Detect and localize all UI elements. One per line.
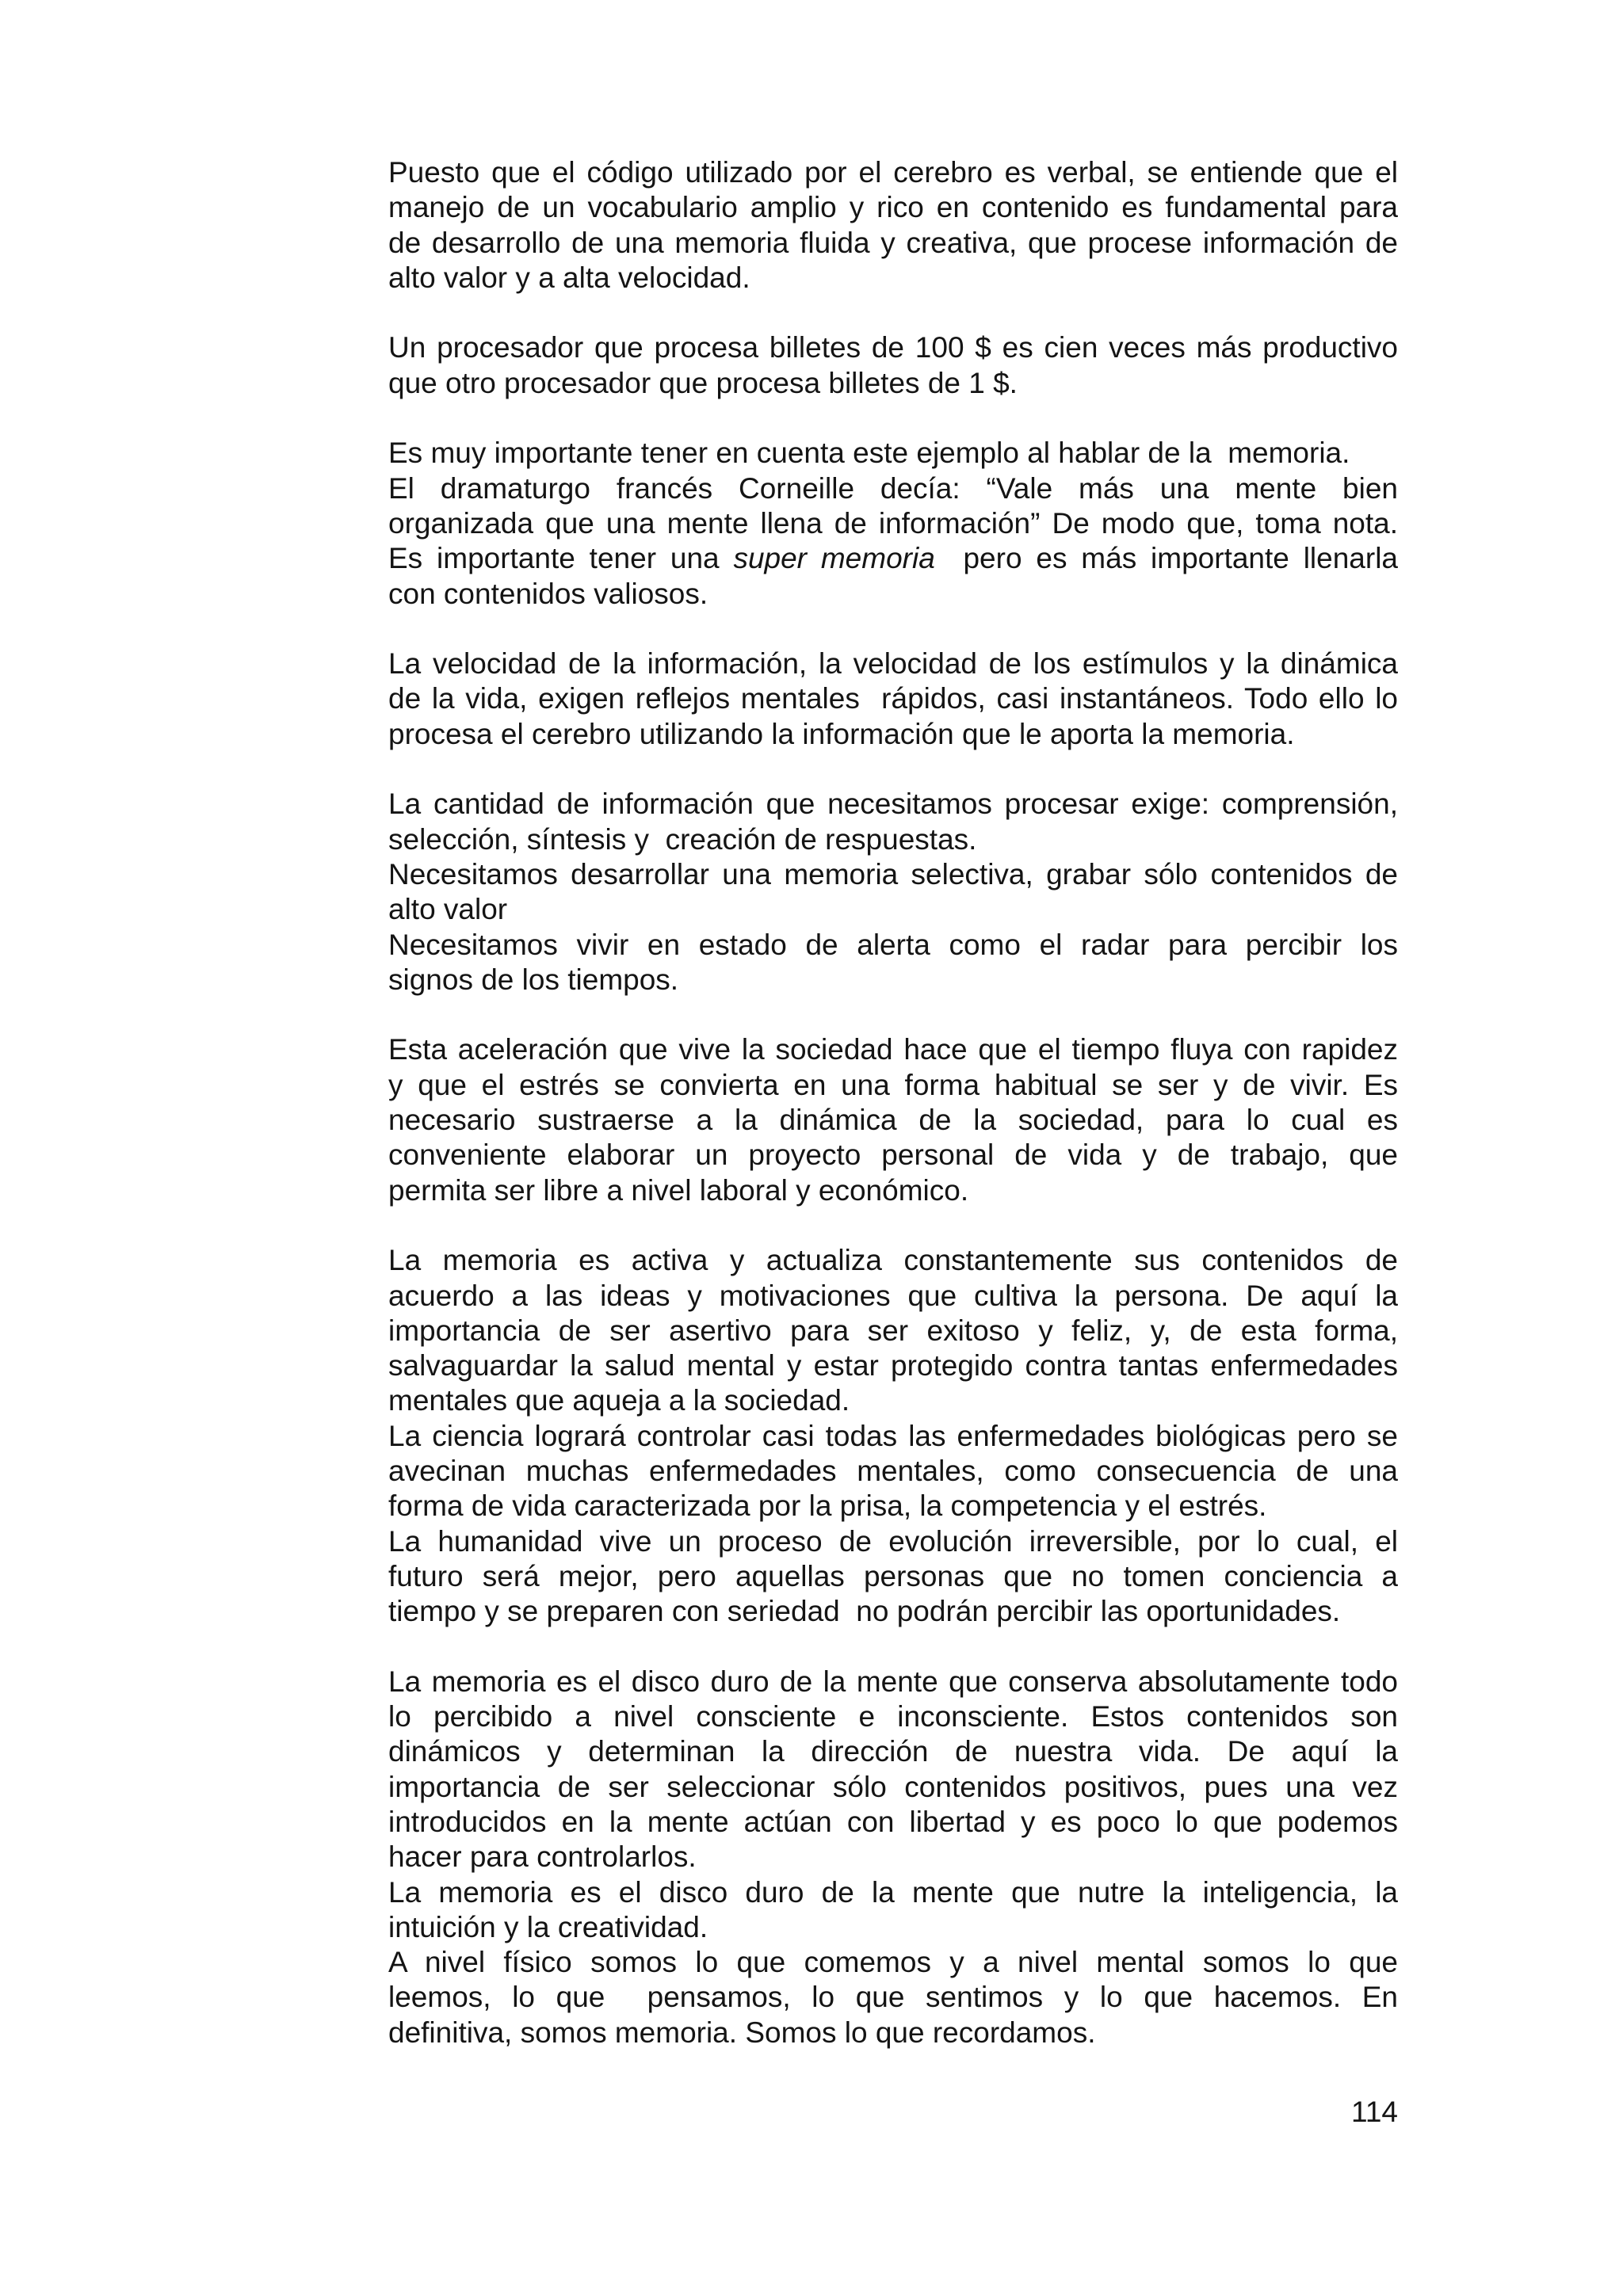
text-line: El dramaturgo francés Corneille decía: “Vale más una mente bien — [388, 471, 1398, 505]
text-line: La velocidad de la información, la velocidad de los estímulos y la dinámica — [388, 647, 1398, 681]
text-line: introducidos en la mente actúan con libertad y es poco lo que podemos — [388, 1805, 1398, 1838]
text-line: manejo de un vocabulario amplio y rico en contenido es fundamental para — [388, 191, 1398, 224]
text-line: Es muy importante tener en cuenta este ejemplo al hablar de la memoria. — [388, 437, 1350, 470]
paragraph — [388, 155, 1398, 296]
text-line: de desarrollo de una memoria fluida y creativa, que procese información de — [388, 226, 1398, 259]
paragraph — [388, 646, 1398, 752]
paragraph — [388, 1665, 1398, 2050]
text-line: leemos, lo que pensamos, lo que sentimos y lo que hacemos. En — [388, 1981, 1398, 2014]
text-line: intuición y la creatividad. — [388, 1910, 708, 1943]
text-line: conveniente elaborar un proyecto personal de vida y de trabajo, que — [388, 1138, 1398, 1172]
text-line: La cantidad de información que necesitamos procesar exige: comprensión, — [388, 788, 1398, 821]
text-line: organizada que una mente llena de información” De modo que, toma nota. — [388, 506, 1398, 540]
text-line: Esta aceleración que vive la sociedad hace que el tiempo fluya con rapidez — [388, 1033, 1398, 1066]
text-line: hacer para controlarlos. — [388, 1840, 697, 1874]
text-line: Necesitamos vivir en estado de alerta como el radar para percibir los — [388, 928, 1398, 961]
text-line: La ciencia logrará controlar casi todas las enfermedades biológicas pero se — [388, 1419, 1398, 1452]
text-line: alto valor y a alta velocidad. — [388, 261, 750, 294]
text-line: La humanidad vive un proceso de evolución irreversible, por lo cual, el — [388, 1524, 1398, 1558]
text-line: La memoria es activa y actualiza constantemente sus contenidos de — [388, 1244, 1398, 1277]
text-line: importancia de ser seleccionar sólo contenidos positivos, pues una vez — [388, 1770, 1398, 1803]
text-line: salvaguardar la salud mental y estar protegido contra tantas enfermedades — [388, 1349, 1398, 1383]
text-line: La memoria es el disco duro de la mente que conserva absolutamente todo — [388, 1665, 1398, 1698]
text-line: importancia de ser asertivo para ser exitoso y feliz, y, de esta forma, — [388, 1314, 1398, 1347]
text-line: tiempo y se preparen con seriedad no podrán percibir las oportunidades. — [388, 1595, 1341, 1628]
text-segment: Es importante tener una — [388, 542, 734, 575]
text-line: dinámicos y determinan la dirección de nuestra vida. De aquí la — [388, 1735, 1398, 1768]
text-line: Un procesador que procesa billetes de 100 $ es cien veces más productivo — [388, 331, 1398, 364]
text-line: alto valor — [388, 893, 508, 926]
text-line: permita ser libre a nivel laboral y económico. — [388, 1173, 969, 1207]
text-line: La memoria es el disco duro de la mente que nutre la inteligencia, la — [388, 1875, 1398, 1909]
paragraph — [388, 330, 1398, 401]
body-text — [388, 155, 1398, 2050]
text-line: y que el estrés se convierta en una forma habitual se ser y de vivir. Es — [388, 1068, 1398, 1101]
text-line: acuerdo a las ideas y motivaciones que cultiva la persona. De aquí la — [388, 1279, 1398, 1312]
paragraph — [388, 436, 1398, 611]
text-line: lo percibido a nivel consciente e inconsciente. Estos contenidos son — [388, 1700, 1398, 1733]
text-line: forma de vida caracterizada por la prisa, la competencia y el estrés. — [388, 1489, 1267, 1523]
text-line: con contenidos valiosos. — [388, 577, 708, 610]
text-line: necesario sustraerse a la dinámica de la sociedad, para lo cual es — [388, 1104, 1398, 1137]
text-line: Puesto que el código utilizado por el cerebro es verbal, se entiende que el — [388, 156, 1398, 189]
text-line: signos de los tiempos. — [388, 963, 679, 996]
paragraph — [388, 787, 1398, 997]
page-number: 114 — [1351, 2096, 1398, 2128]
text-line: de la vida, exigen reflejos mentales rápidos, casi instantáneos. Todo ello lo — [388, 682, 1398, 715]
text-line: A nivel físico somos lo que comemos y a nivel mental somos lo que — [388, 1946, 1398, 1979]
text-line: futuro será mejor, pero aquellas personas que no tomen conciencia a — [388, 1559, 1398, 1592]
text-segment: pero es más importante llenarla — [934, 542, 1398, 575]
text-line: avecinan muchas enfermedades mentales, como consecuencia de una — [388, 1454, 1398, 1487]
text-line: definitiva, somos memoria. Somos lo que recordamos. — [388, 2016, 1096, 2049]
italic-text: super memoria — [733, 542, 935, 575]
text-line: que otro procesador que procesa billetes de 1 $. — [388, 366, 1018, 399]
paragraph — [388, 1243, 1398, 1629]
text-line: selección, síntesis y creación de respuestas. — [388, 822, 977, 856]
text-line: mentales que aqueja a la sociedad. — [388, 1384, 850, 1417]
text-line: procesa el cerebro utilizando la información que le aporta la memoria. — [388, 717, 1295, 750]
text-line: Necesitamos desarrollar una memoria selectiva, grabar sólo contenidos de — [388, 857, 1398, 891]
paragraph — [388, 1032, 1398, 1207]
text-line — [388, 541, 1398, 576]
